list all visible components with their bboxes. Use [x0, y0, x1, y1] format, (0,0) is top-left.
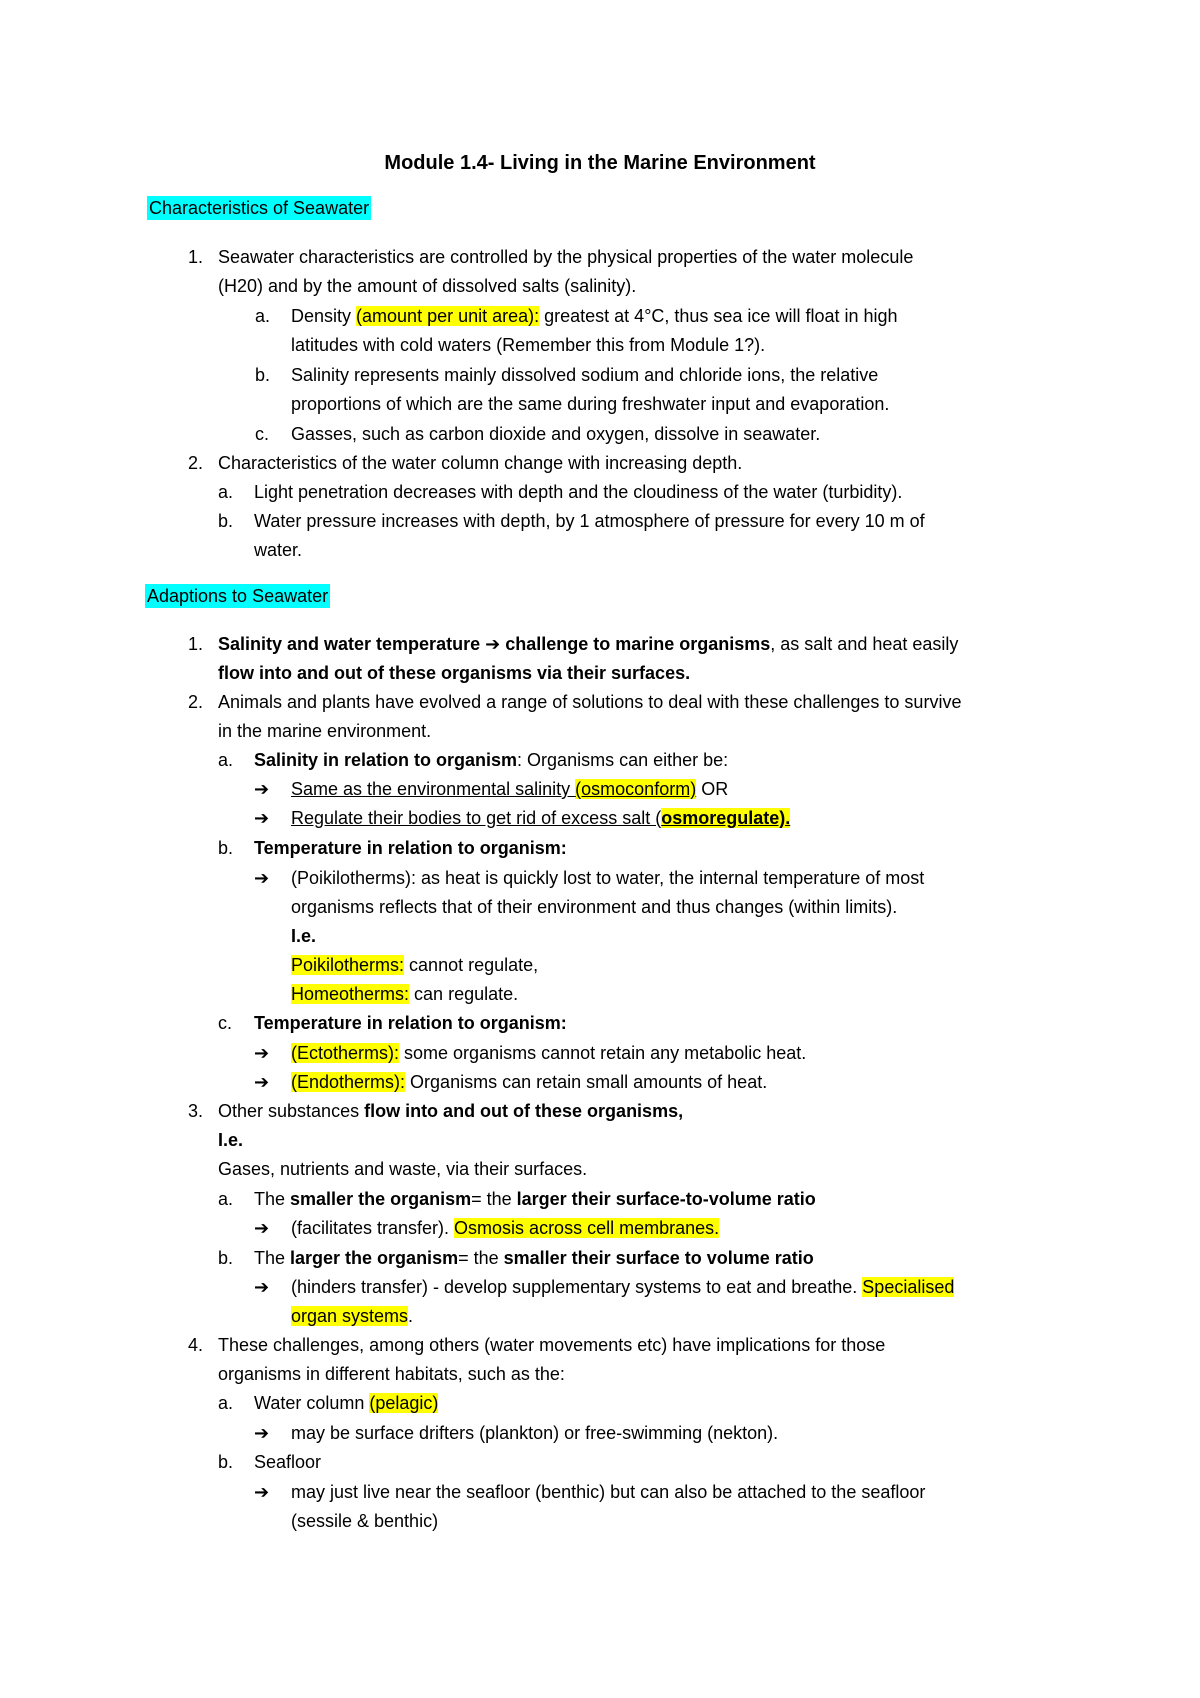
list-item-text: The smaller the organism= the larger their surface-to-volume ratio — [254, 1189, 816, 1209]
list-item-text: Poikilotherms: cannot regulate, — [291, 955, 539, 975]
arrow-icon: ➔ — [254, 1043, 270, 1063]
list-item-text: (hinders transfer) - develop supplementary systems to eat and breathe. Specialised — [291, 1277, 955, 1297]
list-marker: a. — [218, 750, 234, 770]
highlight: (Ectotherms): — [291, 1043, 400, 1063]
list-item-text: latitudes with cold waters (Remember this from Module 1?). — [291, 335, 766, 355]
list-item-text: Homeotherms: can regulate. — [291, 984, 519, 1004]
list-marker: b. — [255, 365, 271, 385]
list-item-text: Regulate their bodies to get rid of excess salt (osmoregulate). — [291, 808, 791, 828]
list-item-text: Seafloor — [254, 1452, 322, 1472]
arrow-icon: ➔ — [254, 779, 270, 799]
list-marker: 1. — [188, 634, 204, 654]
arrow-icon: ➔ — [254, 1277, 270, 1297]
section-heading-characteristics: Characteristics of Seawater — [149, 198, 370, 218]
list-item-text: Density (amount per unit area): greatest at 4°C, thus sea ice will float in high — [291, 306, 898, 326]
arrow-icon: ➔ — [254, 1072, 270, 1092]
list-item-text: Water column (pelagic) — [254, 1393, 439, 1413]
list-item-text: organisms in different habitats, such as the: — [218, 1364, 565, 1384]
list-item-text: flow into and out of these organisms via their surfaces. — [218, 663, 691, 683]
list-marker: c. — [218, 1013, 233, 1033]
list-item-text: Other substances flow into and out of these organisms, — [218, 1101, 684, 1121]
list-item-text: Seawater characteristics are controlled by the physical properties of the water molecule — [218, 247, 914, 267]
list-item-text: (Ectotherms): some organisms cannot retain any metabolic heat. — [291, 1043, 807, 1063]
list-marker: a. — [218, 482, 234, 502]
list-marker: b. — [218, 1452, 234, 1472]
highlight: Poikilotherms: — [291, 955, 405, 975]
list-item-text: (Endotherms): Organisms can retain small amounts of heat. — [291, 1072, 768, 1092]
list-item-text: organisms reflects that of their environment and thus changes (within limits). — [291, 897, 898, 917]
highlight: (Endotherms): — [291, 1072, 406, 1092]
list-item-text: (sessile & benthic) — [291, 1511, 439, 1531]
list-marker: 4. — [188, 1335, 204, 1355]
arrow-icon: ➔ — [254, 1482, 270, 1502]
section-heading-adaptions: Adaptions to Seawater — [147, 586, 329, 606]
list-item-text: These challenges, among others (water movements etc) have implications for those — [218, 1335, 886, 1355]
list-marker: b. — [218, 838, 234, 858]
list-item-text: Temperature in relation to organism: — [254, 1013, 567, 1033]
list-item-text: Characteristics of the water column change with increasing depth. — [218, 453, 743, 473]
list-item-text: Same as the environmental salinity (osmoconform) OR — [291, 779, 729, 799]
list-item-text: Gasses, such as carbon dioxide and oxygen, dissolve in seawater. — [291, 424, 821, 444]
list-item-text: I.e. — [291, 926, 317, 946]
arrow-icon: ➔ — [254, 868, 270, 888]
list-item-text: (Poikilotherms): as heat is quickly lost to water, the internal temperature of most — [291, 868, 925, 888]
highlight: organ systems — [291, 1306, 409, 1326]
highlight: Osmosis across cell membranes. — [454, 1218, 720, 1238]
arrow-icon: ➔ — [485, 634, 501, 654]
highlight: (pelagic) — [369, 1393, 439, 1413]
list-item-text: Salinity represents mainly dissolved sodium and chloride ions, the relative — [291, 365, 879, 385]
highlight: Homeotherms: — [291, 984, 410, 1004]
list-item-text: Salinity and water temperature ➔ challenge to marine organisms, as salt and heat easily — [218, 634, 959, 654]
list-marker: 2. — [188, 692, 204, 712]
highlight: (amount per unit area): — [356, 306, 540, 326]
list-marker: a. — [255, 306, 271, 326]
list-item-text: I.e. — [218, 1130, 244, 1150]
list-item-text: Water pressure increases with depth, by 1 atmosphere of pressure for every 10 m of — [254, 511, 925, 531]
list-item-text: organ systems. — [291, 1306, 414, 1326]
list-item-text: Salinity in relation to organism: Organisms can either be: — [254, 750, 729, 770]
arrow-icon: ➔ — [254, 1423, 270, 1443]
list-item-text: Light penetration decreases with depth and the cloudiness of the water (turbidity). — [254, 482, 903, 502]
arrow-icon: ➔ — [254, 808, 270, 828]
list-item-text: Animals and plants have evolved a range of solutions to deal with these challenges to survive — [218, 692, 962, 712]
list-item-text: Gases, nutrients and waste, via their surfaces. — [218, 1159, 588, 1179]
list-item-text: water. — [254, 540, 303, 560]
list-marker: c. — [255, 424, 270, 444]
highlight: Specialised — [862, 1277, 955, 1297]
highlight: (osmoconform) — [575, 779, 697, 799]
list-marker: a. — [218, 1189, 234, 1209]
list-marker: 1. — [188, 247, 204, 267]
list-item-text: proportions of which are the same during freshwater input and evaporation. — [291, 394, 890, 414]
list-marker: 3. — [188, 1101, 204, 1121]
list-item-text: The larger the organism= the smaller their surface to volume ratio — [254, 1248, 814, 1268]
list-marker: b. — [218, 511, 234, 531]
list-marker: b. — [218, 1248, 234, 1268]
list-item-text: (H20) and by the amount of dissolved salts (salinity). — [218, 276, 637, 296]
list-marker: a. — [218, 1393, 234, 1413]
list-marker: 2. — [188, 453, 204, 473]
list-item-text: (facilitates transfer). Osmosis across cell membranes. — [291, 1218, 720, 1238]
page-title: Module 1.4- Living in the Marine Environment — [384, 152, 816, 174]
arrow-icon: ➔ — [254, 1218, 270, 1238]
highlight: osmoregulate). — [661, 808, 791, 828]
list-item-text: Temperature in relation to organism: — [254, 838, 567, 858]
list-item-text: in the marine environment. — [218, 721, 432, 741]
list-item-text: may just live near the seafloor (benthic) but can also be attached to the seafloor — [291, 1482, 926, 1502]
list-item-text: may be surface drifters (plankton) or free-swimming (nekton). — [291, 1423, 779, 1443]
